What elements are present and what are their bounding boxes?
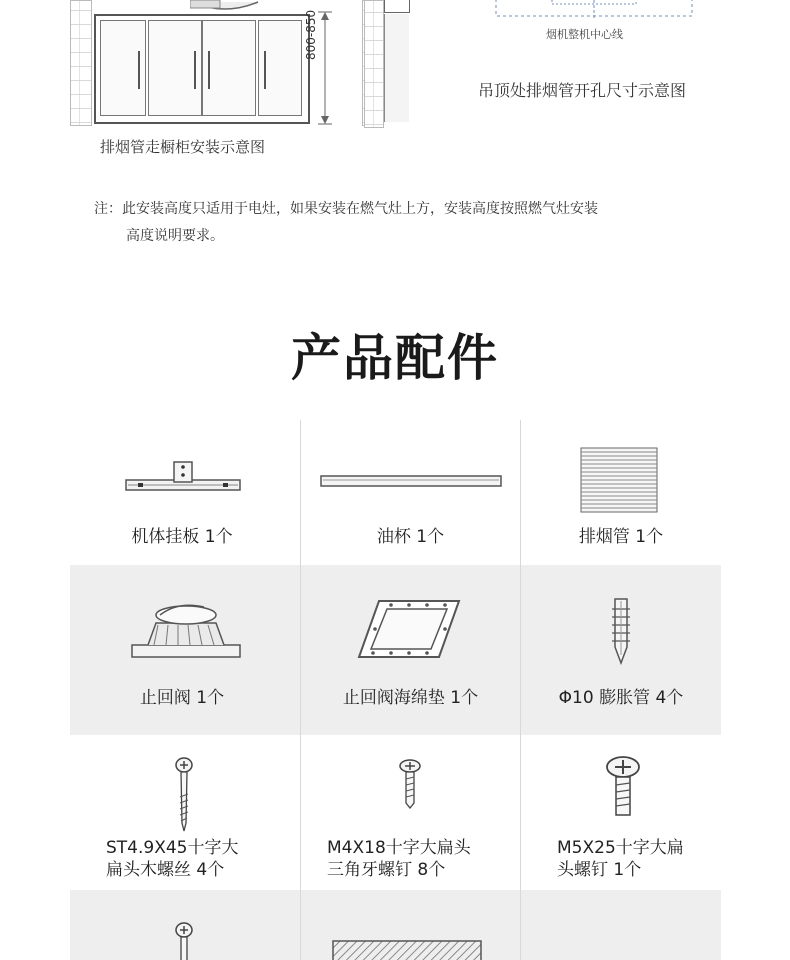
- cabinet-door: [258, 20, 302, 116]
- accessory-label: Φ10 膨胀管 4个: [558, 688, 684, 708]
- accessory-item: [301, 420, 520, 565]
- accessory-label: 机体挂板 1个: [131, 527, 233, 547]
- accessory-item: [301, 565, 520, 735]
- cabinet-installation-diagram: [60, 0, 360, 130]
- accessory-item: [70, 735, 300, 890]
- cabinet-door: [100, 20, 146, 116]
- sink-icon: [190, 0, 260, 16]
- exhaust-pipe-icon: [577, 446, 661, 514]
- note-line-1: 注：此安装高度只适用于电灶，如果安装在燃气灶上方，安装高度按照燃气灶安装: [94, 201, 598, 217]
- right-diagram-caption: 吊顶处排烟管开孔尺寸示意图: [478, 81, 687, 100]
- accessory-label: 止回阀 1个: [139, 688, 225, 708]
- oil-cup-icon: [319, 472, 503, 490]
- accessory-item: [70, 420, 300, 565]
- accessory-label: 止回阀海绵垫 1个: [342, 688, 479, 708]
- accessory-grid: [70, 420, 721, 960]
- accessory-item: [521, 565, 721, 735]
- check-valve-icon: [128, 601, 244, 663]
- expansion-anchor-icon: [609, 595, 633, 665]
- accessory-item: [70, 565, 300, 735]
- left-diagram-caption: 排烟管走橱柜安装示意图: [100, 138, 266, 156]
- accessory-item: [301, 735, 520, 890]
- hatched-block-partial: [332, 940, 482, 960]
- accessory-label: M4X18十字大扁头 三角牙螺钉 8个: [327, 838, 471, 880]
- cabinet-outline: [94, 14, 310, 124]
- install-note: [94, 196, 734, 250]
- accessory-label: 排烟管 1个: [578, 527, 664, 547]
- screw-icon-partial: [172, 920, 196, 960]
- wood-screw-icon: [171, 757, 197, 833]
- tapping-screw-icon: [398, 759, 422, 809]
- cabinet-door: [202, 20, 256, 116]
- left-wall-bricks: [70, 0, 92, 126]
- accessory-label: ST4.9X45十字大 扁头木螺丝 4个: [106, 838, 239, 880]
- accessory-item: [521, 420, 721, 565]
- wall-mount-plate-icon: [124, 458, 242, 496]
- cabinet-door: [148, 20, 202, 116]
- accessory-label: M5X25十字大扁 头螺钉 1个: [557, 838, 684, 880]
- right-wall-fragment: [362, 0, 412, 130]
- machine-screw-icon: [605, 755, 641, 819]
- section-title: 产品配件: [291, 329, 499, 387]
- dimension-label: 800-850: [304, 9, 318, 60]
- accessory-item: [521, 735, 721, 890]
- centerline-label: 烟机整机中心线: [546, 28, 623, 41]
- sponge-gasket-icon: [357, 599, 461, 659]
- accessory-label: 油杯 1个: [376, 527, 445, 547]
- note-line-2: 高度说明要求。: [126, 228, 224, 244]
